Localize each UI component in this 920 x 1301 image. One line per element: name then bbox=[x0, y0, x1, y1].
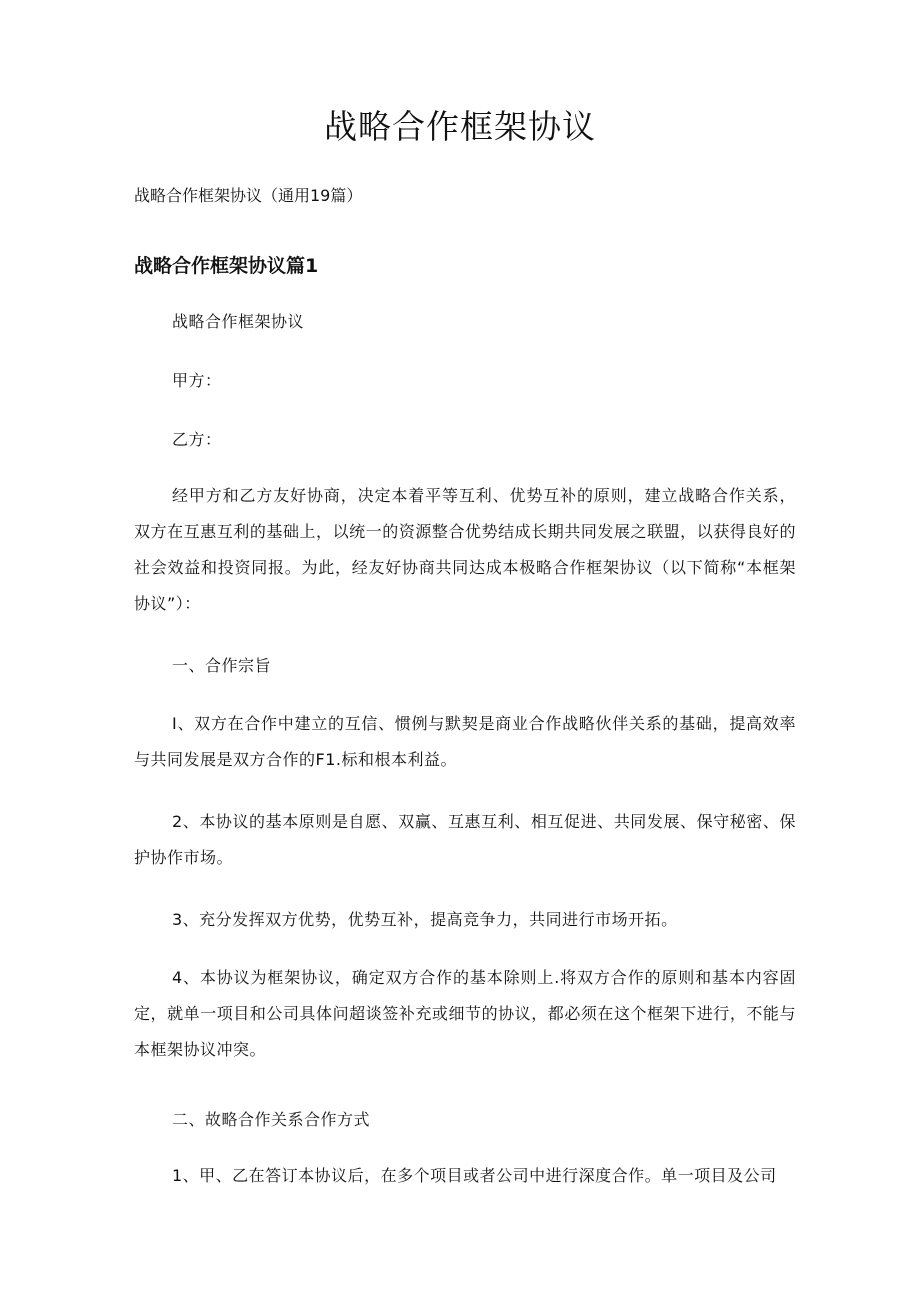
clause-paragraph: 4、本协议为框架协议，确定双方合作的基本除则上.将双方合作的原则和基本内容固定，就单一项目和公司具体问超谈签补充或细节的协议，都必须在这个框架下进行，不能与本框架协议冲突。 bbox=[134, 968, 796, 1059]
clause-paragraph: I、双方在合作中建立的互信、惯例与默契是商业合作战略伙伴关系的基础，提高效率与共同发展是双方合作的F1.标和根本利益。 bbox=[134, 714, 796, 769]
clause-paragraph: 1、甲、乙在答订本协议后，在多个项目或者公司中进行深度合作。单一项目及公司 bbox=[172, 1166, 777, 1185]
party-b-line: 乙方： bbox=[172, 430, 222, 449]
clause-heading-cooperation-mode: 二、故略合作关系合作方式 bbox=[172, 1110, 371, 1129]
clause-paragraph: 2、本协议的基本原则是自愿、双赢、互惠互利、相互促进、共同发展、保守秘密、保护协作市场。 bbox=[134, 812, 796, 867]
section-heading: 战略合作框架协议篇1 bbox=[134, 255, 319, 277]
clause-paragraph: 3、充分发挥双方优势，优势互补，提高竞争力，共同进行市场开拓。 bbox=[172, 910, 678, 929]
party-a-line: 甲方： bbox=[172, 371, 222, 390]
document-title: 战略合作框架协议 bbox=[324, 107, 596, 146]
agreement-name-line: 战略合作框架协议 bbox=[172, 312, 305, 331]
clause-heading-purpose: 一、合作宗旨 bbox=[172, 656, 272, 675]
document-subtitle: 战略合作框架协议（通用19篇） bbox=[134, 186, 363, 205]
preamble-paragraph: 经甲方和乙方友好协商，决定本着平等互利、优势互补的原则，建立战略合作关系，双方在互惠互利的基础上，以统一的资源整合优势结成长期共同发展之联盟，以获得良好的社会效益和投资同报。为此，经友好协商共同达成本极略合作框架协议（以下简称“本框架协议”）： bbox=[134, 486, 796, 613]
